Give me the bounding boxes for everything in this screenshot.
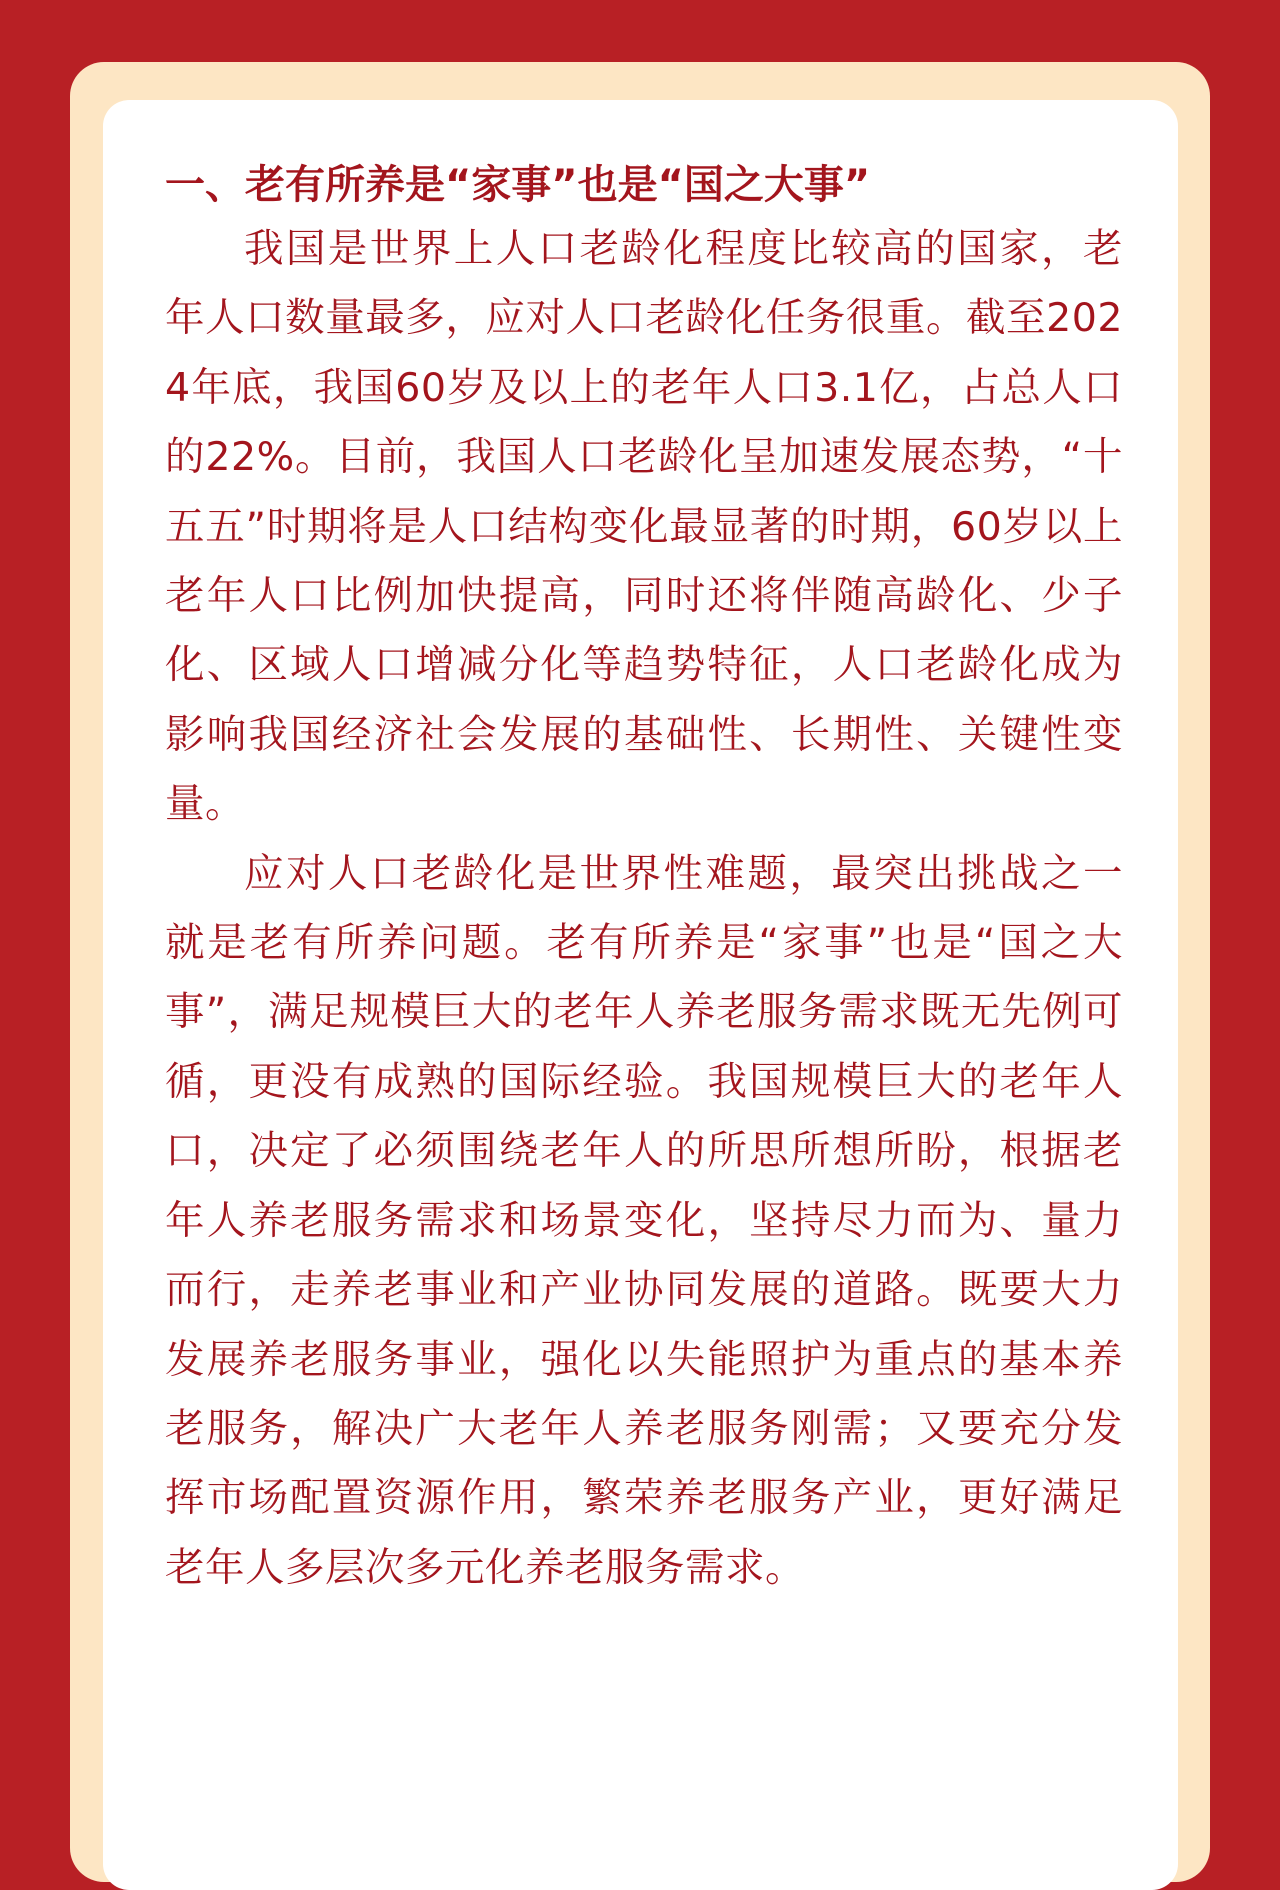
section-heading: 一、老有所养是“家事”也是“国之大事” xyxy=(165,162,871,208)
paragraph-1: 我国是世界上人口老龄化程度比较高的国家，老年人口数量最多，应对人口老龄化任务很重。截至2024年底，我国60岁及以上的老年人口3.1亿，占总人口的22%。目前，我国人口老龄化呈加速发展态势，“十五五”时期将是人口结构变化最显著的时期，60岁以上老年人口比例加快提高，同时还将伴随高龄化、少子化、区域人口增减分化等趋势特征，人口老龄化成为影响我国经济社会发展的基础性、长期性、关键性变量。 xyxy=(165,226,1123,828)
paragraph-2: 应对人口老龄化是世界性难题，最突出挑战之一就是老有所养问题。老有所养是“家事”也是“国之大事”，满足规模巨大的老年人养老服务需求既无先例可循，更没有成熟的国际经验。我国规模巨大的老年人口，决定了必须围绕老年人的所思所想所盼，根据老年人养老服务需求和场景变化，坚持尽力而为、量力而行，走养老事业和产业协同发展的道路。既要大力发展养老服务事业，强化以失能照护为重点的基本养老服务，解决广大老年人养老服务刚需；又要充分发挥市场配置资源作用，繁荣养老服务产业，更好满足老年人多层次多元化养老服务需求。 xyxy=(165,850,1123,1591)
article-content xyxy=(165,155,1123,1603)
